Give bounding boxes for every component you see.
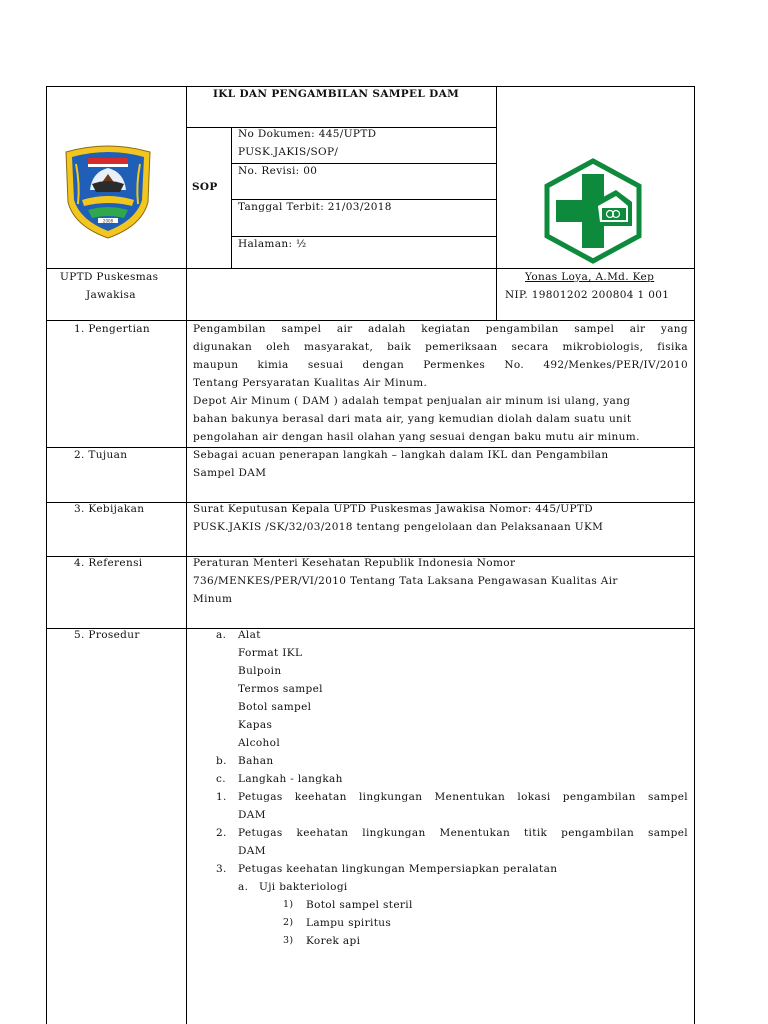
sub-item-number: 2) (283, 917, 294, 928)
signer-nip: NIP. 19801202 200804 1 001 (505, 289, 670, 301)
col-divider-sop (231, 127, 232, 268)
kebijakan-line-1: Surat Keputusan Kepala UPTD Puskesmas Jawakisa Nomor: 445/UPTD (193, 503, 594, 515)
alat-item: Bulpoin (238, 665, 282, 677)
col-divider-logo-right (496, 86, 497, 320)
col-divider-label (186, 86, 187, 1024)
puskesmas-logo-icon (542, 158, 644, 264)
row-border-referensi (46, 628, 695, 629)
signer-name: Yonas Loya, A.Md. Kep (525, 271, 655, 283)
doc-number-line2: PUSK.JAKIS/SOP/ (238, 146, 339, 158)
sub-item-number: 3) (283, 935, 294, 946)
step-text: Petugas keehatan lingkungan Menentukan lokasi pengambilan sampel (238, 791, 688, 803)
referensi-line-3: Minum (193, 593, 233, 605)
step-text-continued: DAM (238, 845, 266, 857)
sub-item-text: Botol sampel steril (306, 899, 413, 911)
issue-date: Tanggal Terbit: 21/03/2018 (238, 201, 392, 213)
sub-item-number: 1) (283, 899, 294, 910)
section-label-kebijakan: 3. Kebijakan (74, 503, 145, 515)
alat-item: Format IKL (238, 647, 303, 659)
sop-label: SOP (192, 181, 218, 193)
doc-number-line1: No Dokumen: 445/UPTD (238, 128, 377, 140)
step-text: Petugas keehatan lingkungan Menentukan titik pengambilan sampel (238, 827, 688, 839)
sub-title: Uji bakteriologi (259, 881, 348, 893)
pengertian-line-4: Tentang Persyaratan Kualitas Air Minum. (193, 377, 428, 389)
org-name-line1: UPTD Puskesmas (60, 271, 159, 283)
langkah-title: Langkah - langkah (238, 773, 343, 785)
sub-item-text: Korek api (306, 935, 361, 947)
bahan-marker: b. (216, 755, 227, 767)
step-text: Petugas keehatan lingkungan Mempersiapkan peralatan (238, 863, 558, 875)
pengertian-line-3: maupun kimia sesuai dengan Permenkes No. 492/Menkes/PER/IV/2010 (193, 359, 688, 371)
referensi-line-1: Peraturan Menteri Kesehatan Republik Indonesia Nomor (193, 557, 516, 569)
section-label-tujuan: 2. Tujuan (74, 449, 128, 461)
langkah-marker: c. (216, 773, 226, 785)
bahan-title: Bahan (238, 755, 274, 767)
alat-item: Botol sampel (238, 701, 312, 713)
org-name-line2: Jawakisa (86, 289, 136, 301)
tujuan-line-1: Sebagai acuan penerapan langkah – langkah dalam IKL dan Pengambilan (193, 449, 609, 461)
alat-marker: a. (216, 629, 227, 641)
section-label-referensi: 4. Referensi (74, 557, 143, 569)
alat-title: Alat (238, 629, 261, 641)
step-number: 3. (216, 863, 227, 875)
pengertian-line-7: pengolahan air dengan hasil olahan yang sesuai dengan baku mutu air minum. (193, 431, 640, 443)
pengertian-line-1: Pengambilan sampel air adalah kegiatan pengambilan sampel air yang (193, 323, 688, 335)
pengertian-line-5: Depot Air Minum ( DAM ) adalah tempat penjualan air minum isi ulang, yang (193, 395, 631, 407)
pengertian-line-2: digunakan oleh masyarakat, baik pemeriksaan secara mikrobiologis, fisika (193, 341, 688, 353)
sub-item-text: Lampu spiritus (306, 917, 392, 929)
section-label-prosedur: 5. Prosedur (74, 629, 140, 641)
sub-marker: a. (238, 881, 249, 893)
svg-text:2008: 2008 (102, 218, 114, 224)
section-label-pengertian: 1. Pengertian (74, 323, 151, 335)
regency-emblem-icon (62, 144, 154, 240)
kebijakan-line-2: PUSK.JAKIS /SK/32/03/2018 tentang pengelolaan dan Pelaksanaan UKM (193, 521, 604, 533)
step-text-continued: DAM (238, 809, 266, 821)
table-border-left (46, 86, 47, 1024)
step-number: 2. (216, 827, 227, 839)
referensi-line-2: 736/MENKES/PER/VI/2010 Tentang Tata Laksana Pengawasan Kualitas Air (193, 575, 618, 587)
pengertian-line-6: bahan bakunya berasal dari mata air, yang kemudian diolah dalam suatu unit (193, 413, 632, 425)
table-border-right (694, 86, 695, 1024)
page-info: Halaman: ½ (238, 238, 307, 250)
alat-item: Termos sampel (238, 683, 323, 695)
document-title: IKL DAN PENGAMBILAN SAMPEL DAM (213, 88, 460, 100)
tujuan-line-2: Sampel DAM (193, 467, 267, 479)
alat-item: Kapas (238, 719, 273, 731)
step-number: 1. (216, 791, 227, 803)
alat-item: Alcohol (238, 737, 281, 749)
revision-number: No. Revisi: 00 (238, 165, 318, 177)
